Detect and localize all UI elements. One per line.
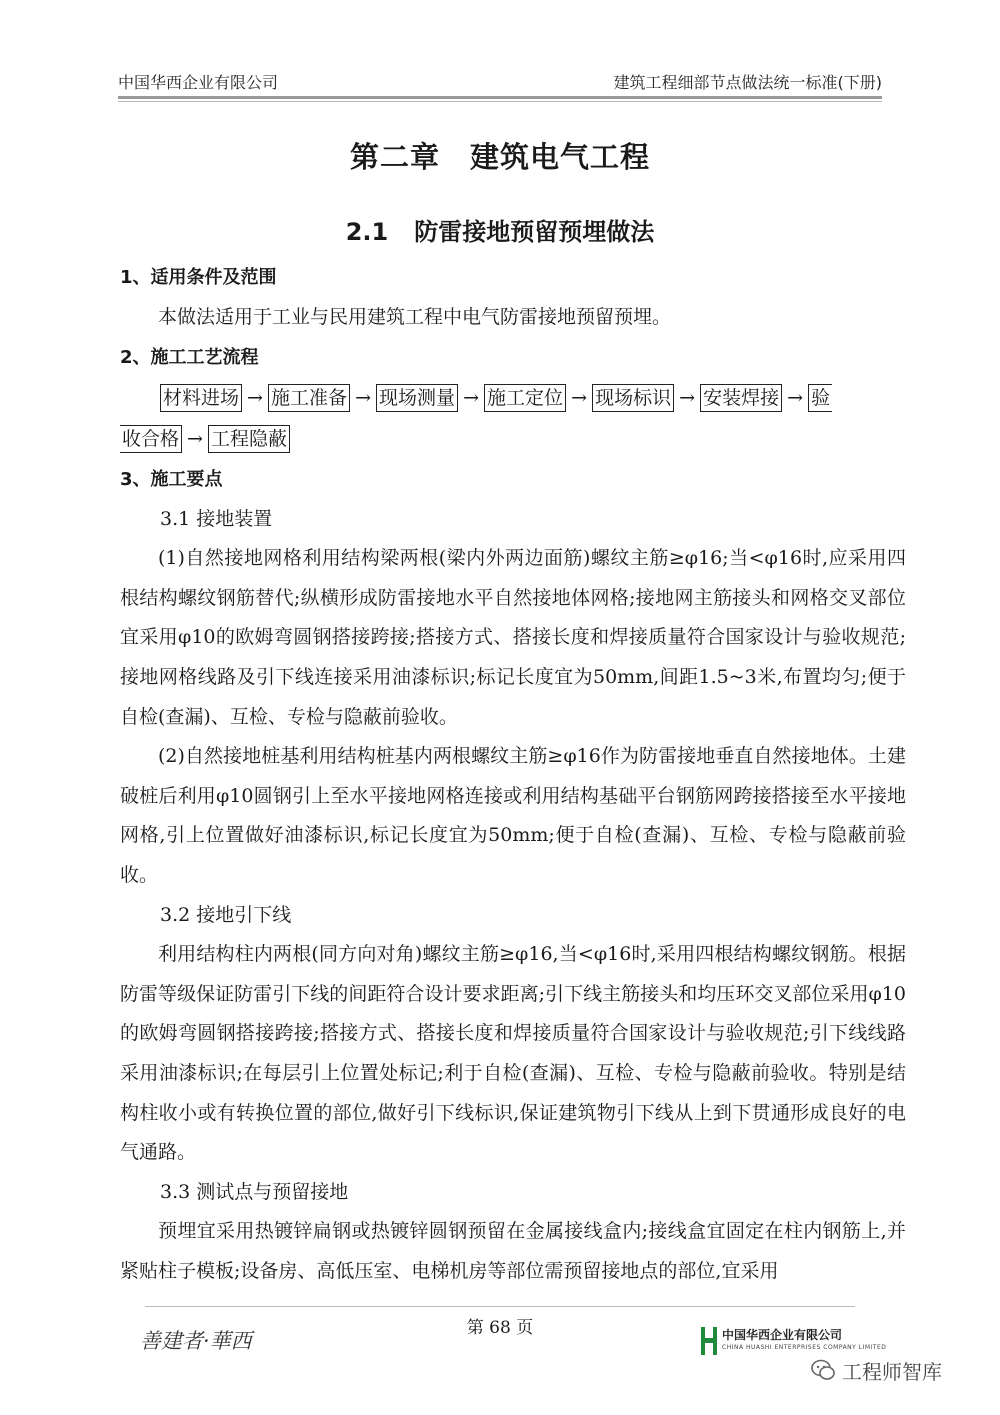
company-name-cn: 中国华西企业有限公司 xyxy=(722,1328,843,1342)
section-name: 防雷接地预留预埋做法 xyxy=(414,218,655,246)
company-name-en: CHINA HUASHI ENTERPRISES COMPANY LIMITED xyxy=(722,1344,887,1351)
flow-step-8: 工程隐蔽 xyxy=(208,425,290,453)
chapter-title xyxy=(0,135,1000,176)
header-doc-title: 建筑工程细部节点做法统一标准(下册) xyxy=(613,73,882,92)
flow-step-1: 材料进场 xyxy=(160,384,242,412)
paragraph-down-conductor: 利用结构柱内两根(同方向对角)螺纹主筋≥φ16,当<φ16时,采用四根结构螺纹钢筋。根据防雷等级保证防雷引下线的间距符合设计要求距离;引下线主筋接头和均压环交叉部位采用φ10的欧姆弯圆钢搭接跨接;搭接方式、搭接长度和焊接质量符合国家设计与验收规范;引下线线路采用油漆标识;在每层引上位置处标记;利于自检(查漏)、互检、专检与隐蔽前验收。特别是结构柱收小或有转换位置的部位,做好引下线标识,保证建筑物引下线从上到下贯通形成良好的电气通路。 xyxy=(120,943,906,1164)
flow-step-5: 现场标识 xyxy=(592,384,674,412)
watermark-text: 工程师智库 xyxy=(842,1360,942,1384)
chat-bubble-icon xyxy=(810,1358,836,1382)
flow-step-7-end: 收合格 xyxy=(120,425,182,453)
subheading-down-conductor: 3.2 接地引下线 xyxy=(160,903,292,926)
flow-arrow: → xyxy=(247,386,263,409)
process-flow-line-2 xyxy=(120,419,906,460)
section-number: 2.1 xyxy=(345,218,389,246)
paragraph-grounding-piles: (2)自然接地桩基利用结构桩基内两根螺纹主筋≥φ16作为防雷接地垂直自然接地体。土建破桩后利用φ10圆钢引上至水平接地网格连接或利用结构基础平台钢筋网跨接搭接至水平接地网格,引上位置做好油漆标识,标记长度宜为50mm;便于自检(查漏)、互检、专检与隐蔽前验收。 xyxy=(120,745,906,886)
flow-arrow: → xyxy=(787,386,804,409)
flow-step-2: 施工准备 xyxy=(268,384,350,412)
heading-process-flow: 2、施工工艺流程 xyxy=(120,346,259,368)
page-header xyxy=(118,70,882,96)
subheading-grounding-device: 3.1 接地装置 xyxy=(160,507,273,530)
subheading-test-points: 3.3 测试点与预留接地 xyxy=(160,1180,349,1203)
page-number: 第 68 页 xyxy=(466,1318,534,1338)
flow-step-3: 现场测量 xyxy=(376,384,458,412)
process-flow xyxy=(120,378,906,460)
document-body xyxy=(120,258,906,1291)
paragraph-scope: 本做法适用于工业与民用建筑工程中电气防雷接地预留预埋。 xyxy=(158,306,672,328)
flow-step-4: 施工定位 xyxy=(484,384,566,412)
process-flow-line-1 xyxy=(120,378,906,419)
flow-arrow: → xyxy=(679,386,696,409)
header-company: 中国华西企业有限公司 xyxy=(118,73,279,92)
flow-arrow: → xyxy=(187,427,203,450)
footer-motto: 善建者·華西 xyxy=(140,1329,252,1353)
flow-arrow: → xyxy=(463,386,479,409)
chapter-name: 建筑电气工程 xyxy=(470,140,651,174)
paragraph-grounding-grid: (1)自然接地网格利用结构梁两根(梁内外两边面筋)螺纹主筋≥φ16;当<φ16时,应采用四根结构螺纹钢筋替代;纵横形成防雷接地水平自然接地体网格;接地网主筋接头和网格交叉部位宜采用φ10的欧姆弯圆钢搭接跨接;搭接方式、搭接长度和焊接质量符合国家设计与验收规范;接地网格线路及引下线连接采用油漆标识;标记长度宜为50mm,间距1.5~3米,布置均匀;便于自检(查漏)、互检、专检与隐蔽前验收。 xyxy=(120,547,906,728)
flow-step-6: 安装焊接 xyxy=(700,384,782,412)
company-logo-icon xyxy=(700,1325,718,1357)
footer-divider xyxy=(145,1306,855,1307)
chapter-number: 第二章 xyxy=(349,140,440,174)
heading-scope: 1、适用条件及范围 xyxy=(120,267,277,288)
flow-arrow: → xyxy=(571,386,588,409)
flow-step-7-start: 验 xyxy=(808,384,832,412)
section-title xyxy=(0,212,1000,247)
paragraph-test-points: 预埋宜采用热镀锌扁钢或热镀锌圆钢预留在金属接线盒内;接线盒宜固定在柱内钢筋上,并紧贴柱子模板;设备房、高低压室、电梯机房等部位需预留接地点的部位,宜采用 xyxy=(120,1220,906,1282)
header-divider xyxy=(118,96,882,102)
flow-arrow: → xyxy=(355,386,371,409)
company-logo xyxy=(700,1325,887,1359)
heading-key-points: 3、施工要点 xyxy=(120,468,223,490)
